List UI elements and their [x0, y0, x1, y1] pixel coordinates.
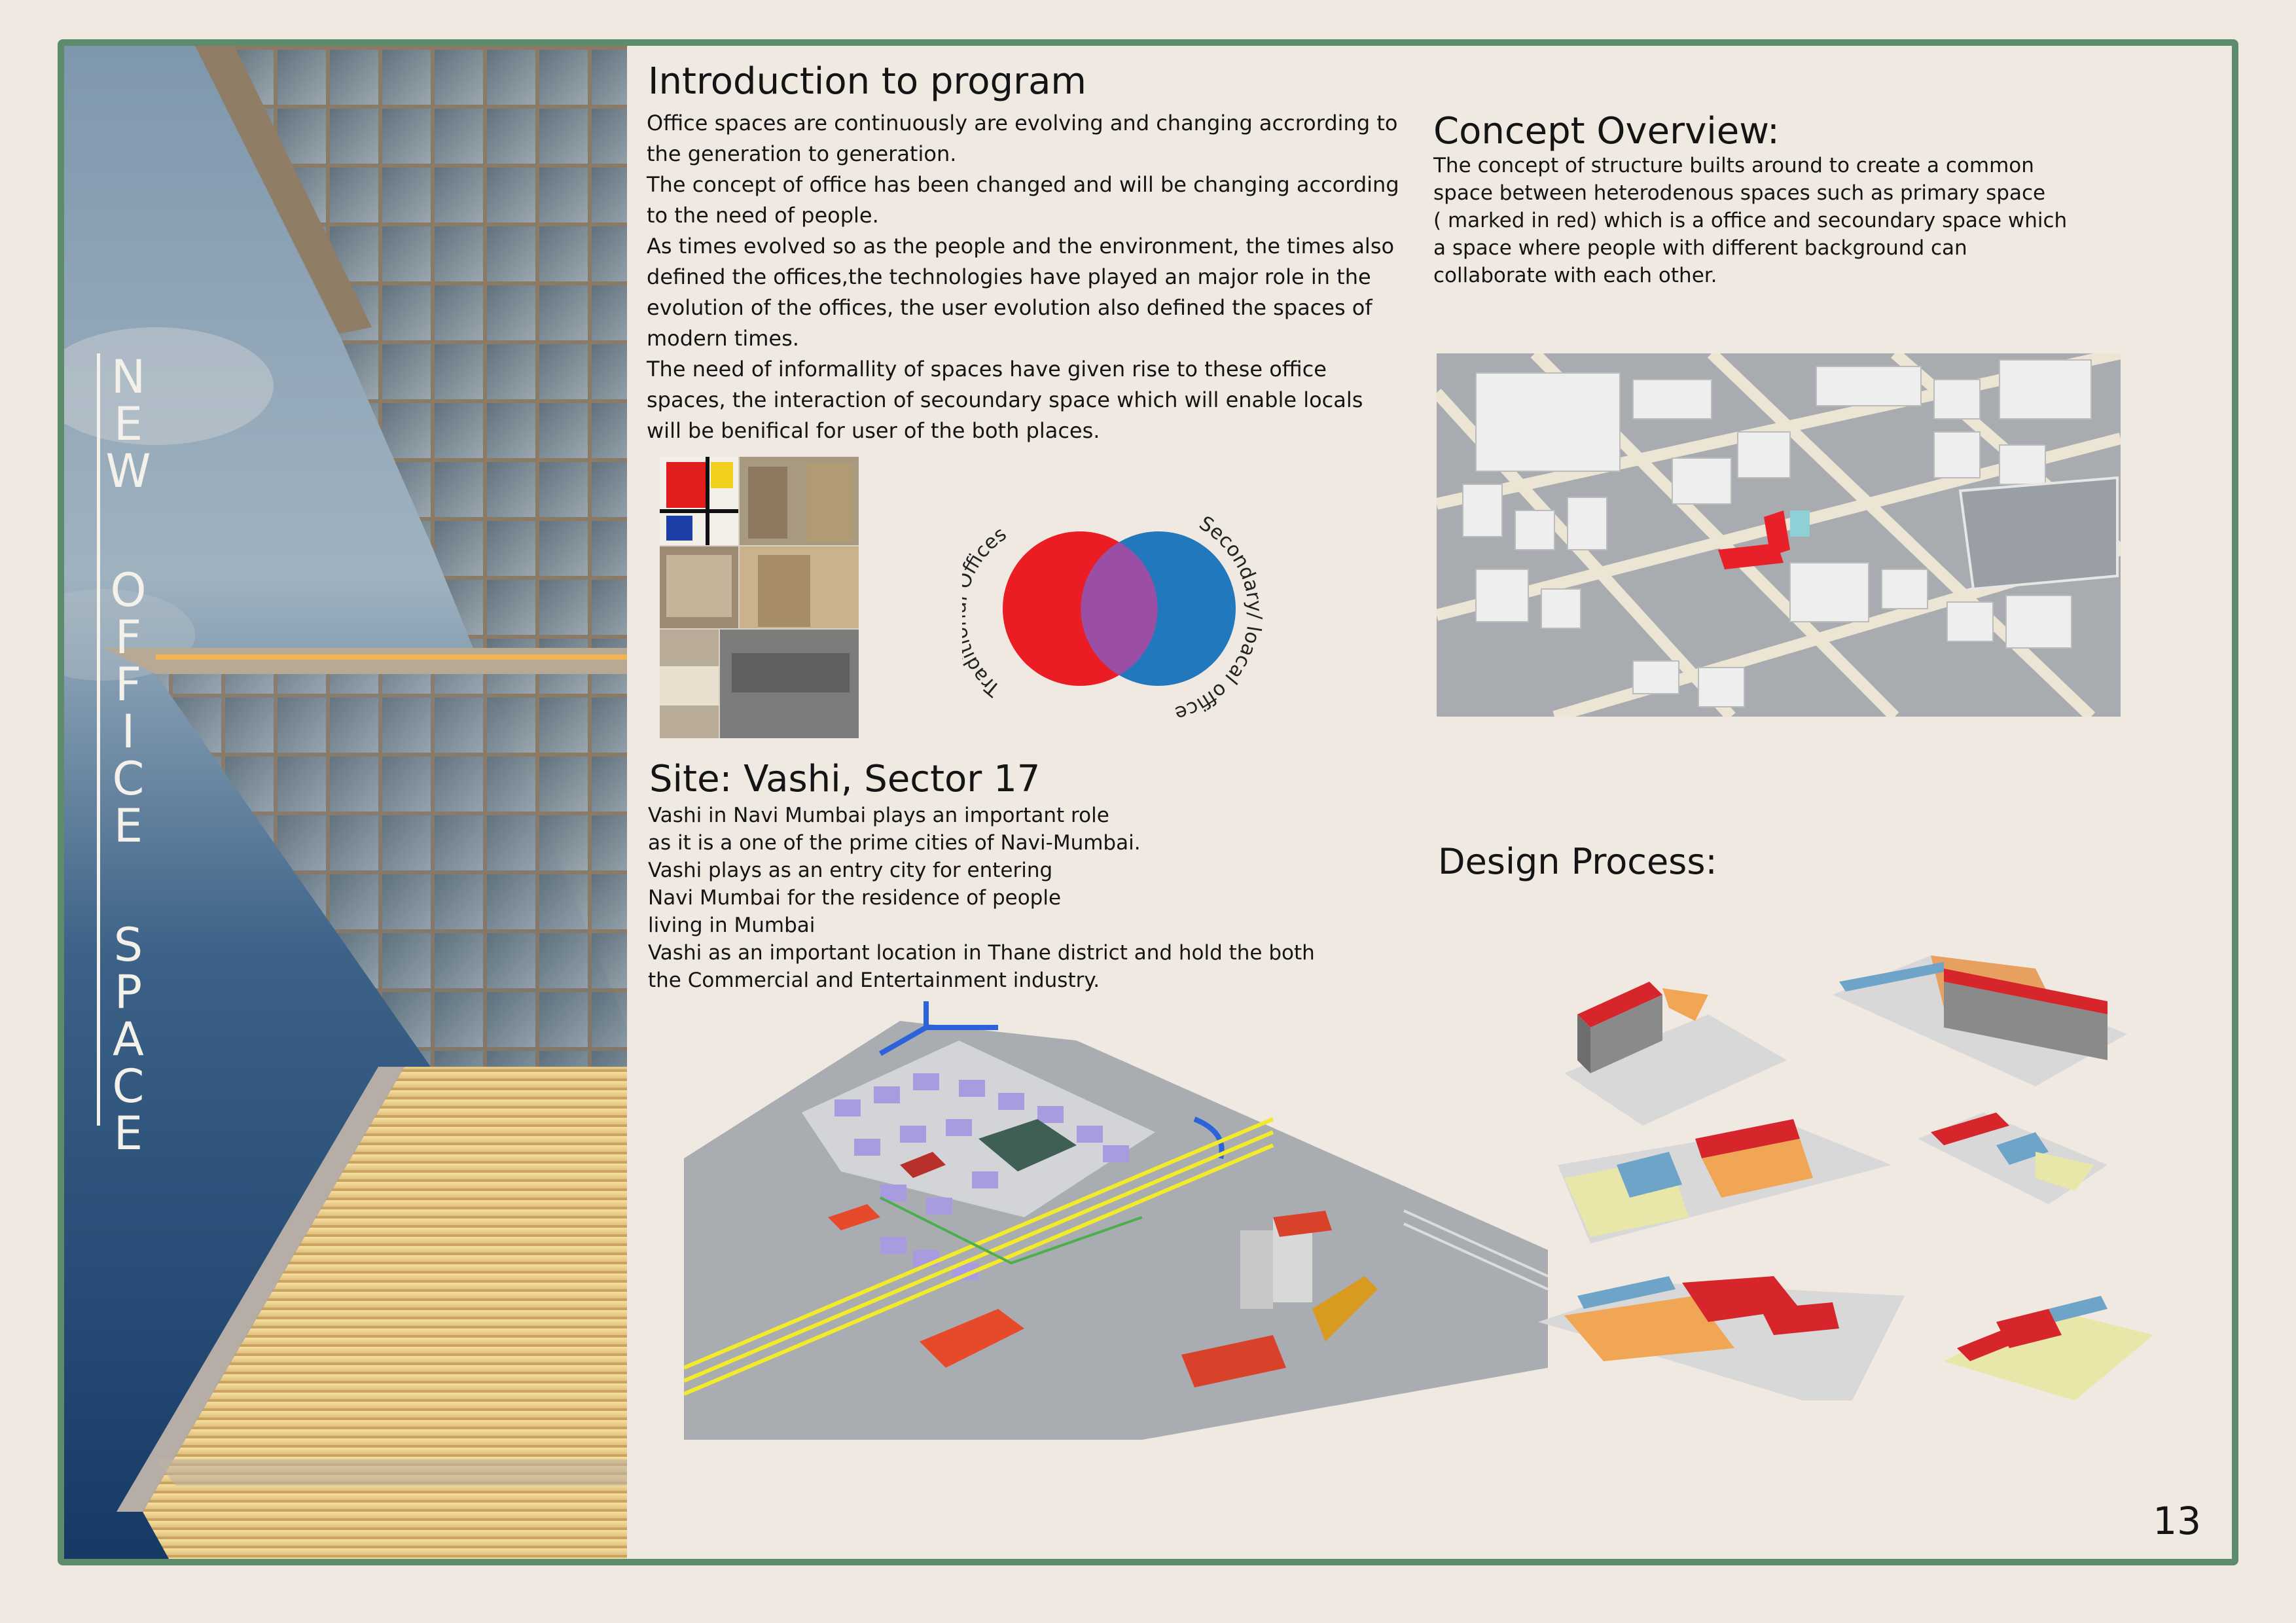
intro-line: As times evolved so as the people and the environment, the times also: [647, 234, 1395, 259]
design-heading: Design Process:: [1438, 841, 1717, 882]
concept-line: space between heterodenous spaces such as primary space: [1433, 181, 2046, 205]
site-line: Navi Mumbai for the residence of people: [648, 886, 1062, 910]
intro-line: defined the offices,the technologies have played an major role in the: [647, 264, 1371, 289]
site-line: as it is a one of the prime cities of Navi-Mumbai.: [648, 831, 1141, 855]
venn-right-label: Secondary/ loacal offices: [1172, 511, 1266, 725]
site-line: the Commercial and Entertainment industry.: [648, 969, 1100, 992]
intro-line: Office spaces are continuously are evolving and changing accrording to: [647, 111, 1398, 135]
venn-left-label: Trad Offices: [962, 522, 1011, 701]
intro-line: the generation to generation.: [647, 141, 957, 166]
intro-line: to the need of people.: [647, 203, 879, 228]
concept-massing-image: [1437, 353, 2121, 717]
intro-text: [647, 108, 1399, 446]
intro-heading: Introduction to program: [648, 60, 1086, 103]
intro-line: will be benifical for user of the both places.: [647, 418, 1100, 443]
concept-heading: Concept Overview:: [1433, 110, 1780, 152]
intro-line: The concept of office has been changed and will be changing according: [647, 172, 1399, 197]
site-line: Vashi plays as an entry city for entering: [648, 859, 1053, 882]
site-text: [648, 802, 1315, 994]
office-collage-image: [660, 457, 859, 738]
site-line: Vashi in Navi Mumbai plays an important role: [648, 804, 1109, 827]
intro-line: modern times.: [647, 326, 799, 351]
concept-line: ( marked in red) which is a office and secoundary space which: [1433, 209, 2068, 232]
design-process-images: [1538, 942, 2160, 1400]
concept-line: The concept of structure builts around to create a common: [1433, 154, 2034, 177]
intro-line: The need of informallity of spaces have given rise to these office: [647, 357, 1327, 382]
concept-line: collaborate with each other.: [1433, 264, 1717, 287]
vertical-title: N E W O F F I C E S P A C E: [97, 353, 146, 1126]
site-map-image: [684, 1001, 1548, 1440]
concept-text: [1433, 152, 2067, 289]
intro-line: spaces, the interaction of secoundary space which will enable locals: [647, 387, 1363, 412]
page-number: 13: [2153, 1499, 2201, 1543]
site-line: Vashi as an important location in Thane district and hold the both: [648, 941, 1315, 965]
intro-line: evolution of the offices, the user evolution also defined the spaces of: [647, 295, 1372, 320]
concept-line: a space where people with different background can: [1433, 236, 1967, 260]
site-heading: Site: Vashi, Sector 17: [649, 758, 1041, 800]
venn-diagram: [962, 504, 1276, 726]
site-line: living in Mumbai: [648, 914, 816, 937]
